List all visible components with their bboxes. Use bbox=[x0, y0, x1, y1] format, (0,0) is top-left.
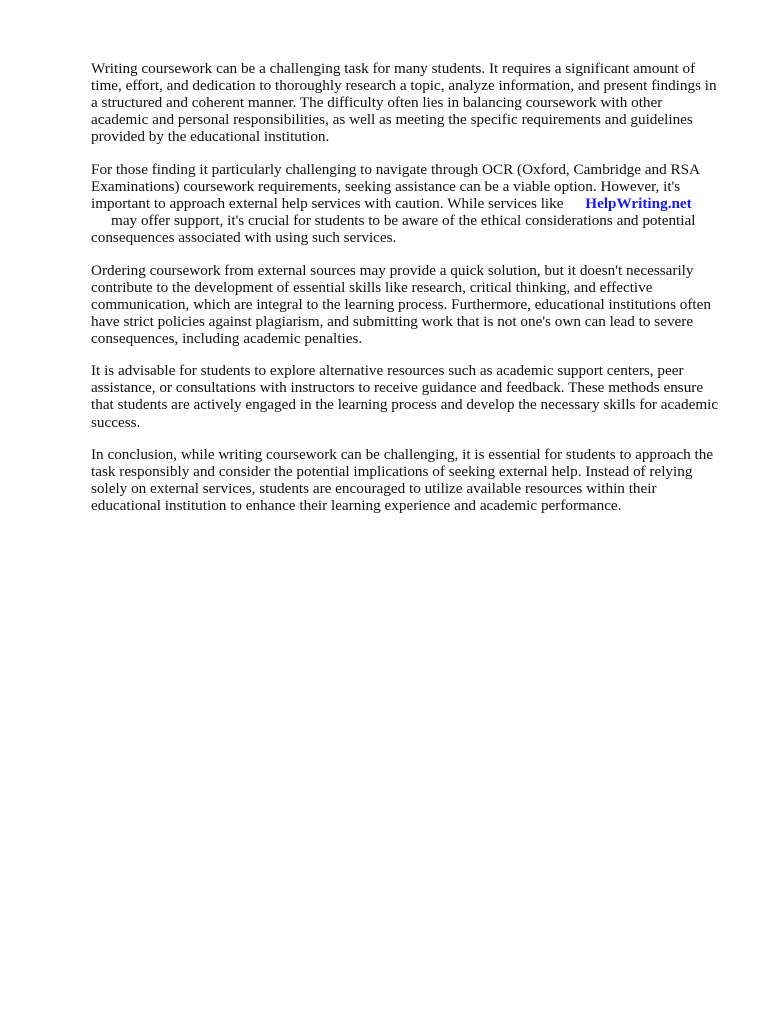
helpwriting-link[interactable]: HelpWriting.net bbox=[585, 194, 692, 212]
paragraph-conclusion: In conclusion, while writing coursework can be challenging, it is essential for students to approach the task responsibly and consider the potential implications of seeking external help. Instead of relying solely on external services, students are encouraged to utilize available resources within their educational institution to enhance their learning experience and academic performance. bbox=[91, 445, 714, 515]
paragraph-ocr-help-text-before: For those finding it particularly challenging to navigate through OCR (Oxford, Cambridge and RSA Examinations) coursework requirements, seeking assistance can be a viable option. However, it's important to approach external help services with caution. While services like bbox=[91, 160, 700, 212]
paragraph-ocr-help-text-after: may offer support, it's crucial for students to be aware of the ethical considerations and potential consequences associated with using such services. bbox=[91, 212, 696, 247]
paragraph-intro: Writing coursework can be a challenging task for many students. It requires a significant amount of time, effort, and dedication to thoroughly research a topic, analyze information, and present findings in a structured and coherent manner. The difficulty often lies in balancing coursework with other academic and personal responsibilities, as well as meeting the specific requirements and guidelines provided by the educational institution. bbox=[91, 60, 717, 146]
document-body bbox=[91, 60, 721, 530]
paragraph-external-sources: Ordering coursework from external sources may provide a quick solution, but it doesn't necessarily contribute to the development of essential skills like research, critical thinking, and effective communication, which are integral to the learning process. Furthermore, educational institutions often have strict policies against plagiarism, and submitting work that is not one's own can lead to severe consequences, including academic penalties. bbox=[91, 261, 711, 347]
paragraph-ocr-help bbox=[91, 161, 721, 246]
paragraph-alternatives: It is advisable for students to explore alternative resources such as academic support centers, peer assistance, or consultations with instructors to receive guidance and feedback. These methods ensure that students are actively engaged in the learning process and develop the necessary skills for academic success. bbox=[91, 362, 719, 431]
